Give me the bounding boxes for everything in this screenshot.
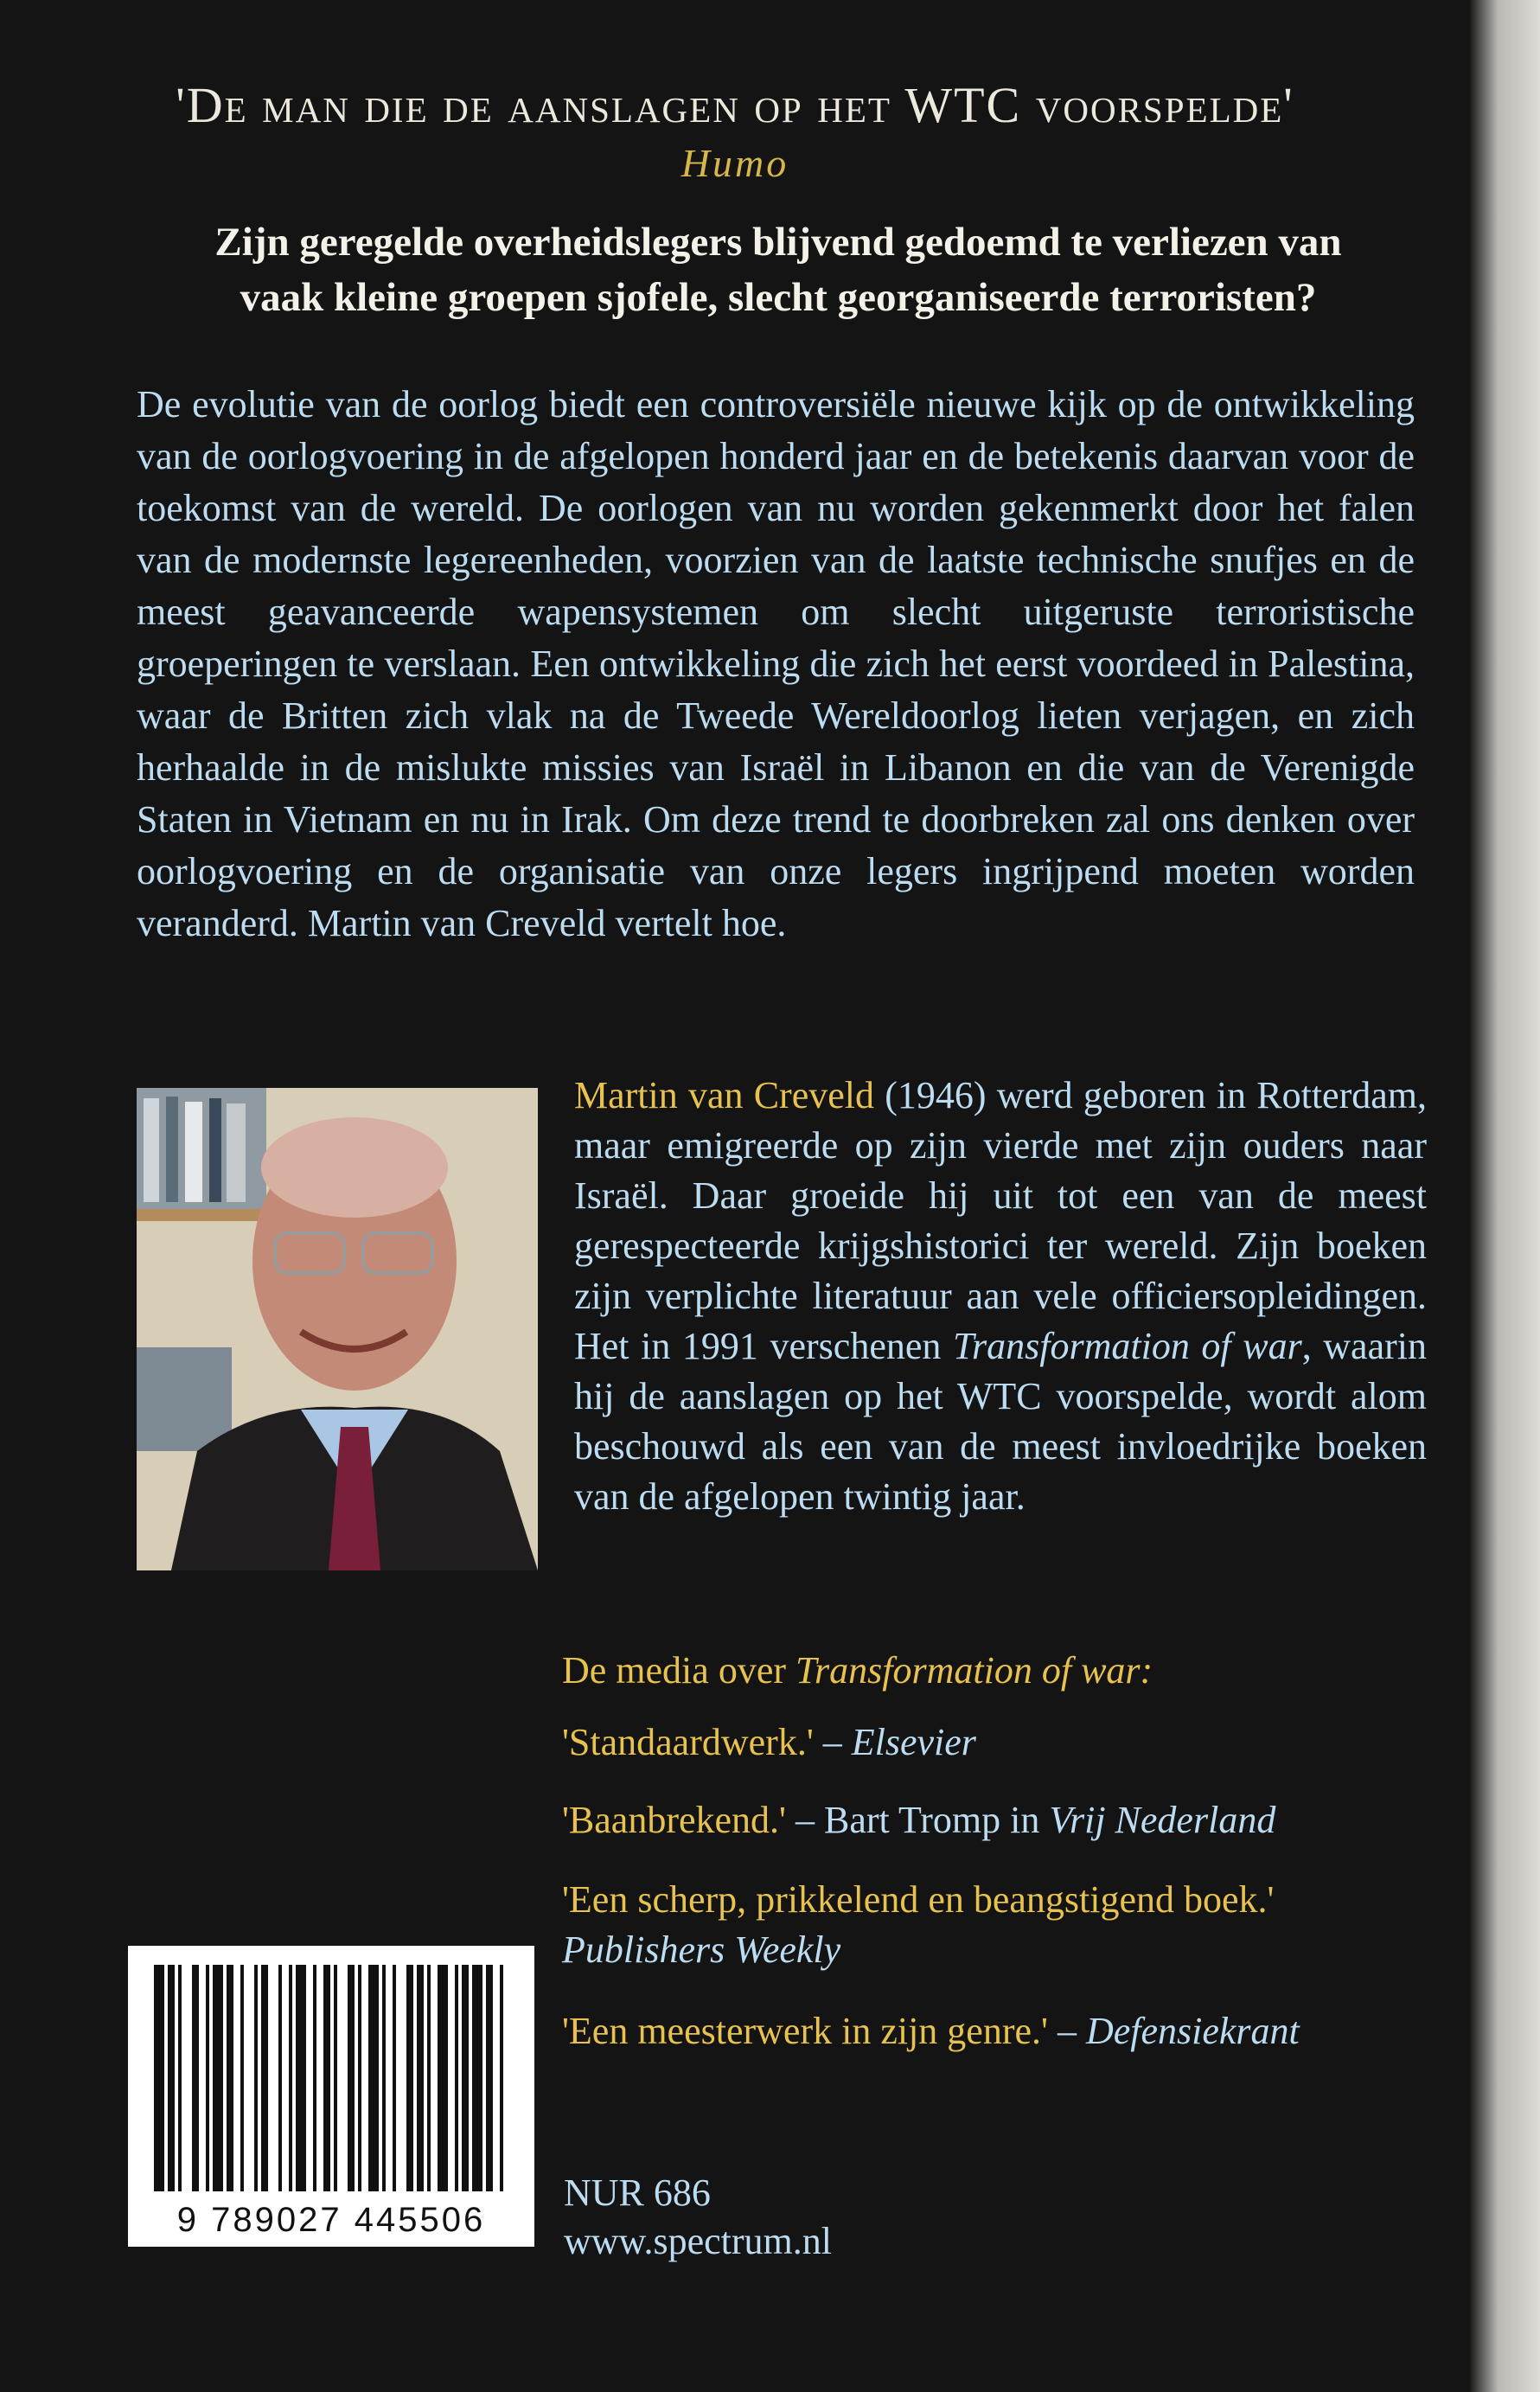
barcode-image xyxy=(128,1946,534,2247)
barcode-bar xyxy=(313,1965,316,2191)
footer-info xyxy=(564,2169,832,2266)
media-heading-prefix: De media over xyxy=(562,1649,796,1692)
headline-line-2: vaak kleine groepen sjofele, slecht georganiseerde terroristen? xyxy=(240,275,1317,320)
barcode-bar xyxy=(382,1965,386,2191)
barcode-bar xyxy=(192,1965,199,2191)
tagline-quote: 'De man die de aanslagen op het WTC voorspelde' xyxy=(176,77,1294,133)
barcode-bar xyxy=(240,1965,244,2191)
barcode-bar xyxy=(261,1965,268,2191)
barcode-number: 9 789027 445506 xyxy=(176,2201,486,2239)
barcode-bar xyxy=(462,1965,469,2191)
author-photo xyxy=(137,1088,538,1570)
quote-text: 'Een meesterwerk in zijn genre.' xyxy=(562,2010,1048,2052)
barcode-bar xyxy=(334,1965,337,2191)
headline-line-1: Zijn geregelde overheidslegers blijvend gedoemd te verliezen van xyxy=(214,220,1342,265)
author-name: Martin van Creveld xyxy=(574,1074,874,1116)
barcode-bar xyxy=(227,1965,233,2191)
barcode-bar xyxy=(178,1965,182,2191)
barcode-bar xyxy=(358,1965,361,2191)
barcode-bar xyxy=(154,1965,164,2191)
quote-separator: – xyxy=(813,1721,852,1763)
barcode-bar xyxy=(213,1965,223,2191)
barcode-bar xyxy=(417,1965,424,2191)
press-quote-4 xyxy=(562,2006,1300,2056)
media-heading-book: Transformation of war: xyxy=(796,1649,1153,1692)
page-edge xyxy=(1470,0,1540,2392)
quote-source: Publishers Weekly xyxy=(562,1928,841,1971)
headline-question xyxy=(121,214,1435,325)
press-quote-3 xyxy=(562,1875,1274,1975)
press-quote-1 xyxy=(562,1717,976,1768)
barcode-bar xyxy=(455,1965,458,2191)
quote-separator: – xyxy=(1047,2010,1086,2052)
media-heading xyxy=(562,1648,1153,1692)
blurb-paragraph: De evolutie van de oorlog biedt een controversiële nieuwe kijk op de ontwikkeling van de oorlogvoering in de afgelopen honderd jaar en de betekenis daarvan voor de toekomst van de wereld. De oorlogen van nu worden gekenmerkt door het falen van de modernste legereenheden, voorzien van de laatste technische snufjes en de meest geavanceerde wapensystemen om slecht uitgeruste terroristische groeperingen te verslaan. Een ontwikkeling die zich het eerst voordeed in Palestina, waar de Britten zich vlak na de Tweede Wereldoorlog lieten verjagen, en zich herhaalde in de mislukte missies van Israël in Libanon en die van de Verenigde Staten in Vietnam en nu in Irak. Om deze trend te doorbreken zal ons denken over oorlogvoering en de organisatie van onze legers ingrijpend moeten worden veranderd. Martin van Creveld vertelt hoe. xyxy=(137,383,1415,944)
barcode-bar xyxy=(278,1965,282,2191)
barcode-bar xyxy=(289,1965,292,2191)
barcode-bar xyxy=(472,1965,482,2191)
barcode-bar xyxy=(500,1965,503,2191)
barcode-bar xyxy=(296,1965,306,2191)
publisher-website[interactable]: www.spectrum.nl xyxy=(564,2220,832,2262)
quote-separator: – Bart Tromp in xyxy=(785,1799,1050,1841)
press-quote-2 xyxy=(562,1795,1275,1845)
bio-text-b: , waarin hij de aanslagen op het WTC voorspelde, wordt alom beschouwd als een van de meest invloedrijke boeken van de afgelopen twintig jaar. xyxy=(574,1325,1427,1518)
quote-source: Elsevier xyxy=(851,1721,976,1763)
author-bio xyxy=(574,1071,1427,1522)
barcode-bar xyxy=(323,1965,330,2191)
tagline-source: Humo xyxy=(681,141,789,185)
quote-text: 'Standaardwerk.' xyxy=(562,1721,814,1763)
bio-text-a: (1946) werd geboren in Rotterdam, maar emigreerde op zijn vierde met zijn ouders naar Israël. Daar groeide hij uit tot een van de meest gerespecteerde krijgshistorici ter wereld. Zijn boeken zijn verplichte literatuur aan vele officiersopleidingen. Het in 1991 verschenen xyxy=(574,1074,1427,1367)
bio-book-title: Transformation of war xyxy=(952,1325,1302,1367)
quote-source: Defensiekrant xyxy=(1085,2010,1300,2052)
barcode-bar xyxy=(206,1965,209,2191)
barcode-bar xyxy=(348,1965,355,2191)
quote-source: Vrij Nederland xyxy=(1049,1799,1276,1841)
nur-code: NUR 686 xyxy=(564,2171,711,2214)
quote-text: 'Baanbrekend.' xyxy=(562,1799,786,1841)
barcode-bar xyxy=(393,1965,396,2191)
barcode-bar xyxy=(427,1965,431,2191)
barcode-bar xyxy=(254,1965,258,2191)
barcode-bar xyxy=(438,1965,448,2191)
quote-text: 'Een scherp, prikkelend en beangstigend boek.' xyxy=(562,1878,1275,1921)
author-portrait-image xyxy=(137,1088,538,1570)
barcode-bar xyxy=(168,1965,175,2191)
barcode-label xyxy=(128,1946,534,2247)
barcode-bar xyxy=(406,1965,413,2191)
barcode-bar xyxy=(368,1965,379,2191)
barcode-bar xyxy=(486,1965,493,2191)
